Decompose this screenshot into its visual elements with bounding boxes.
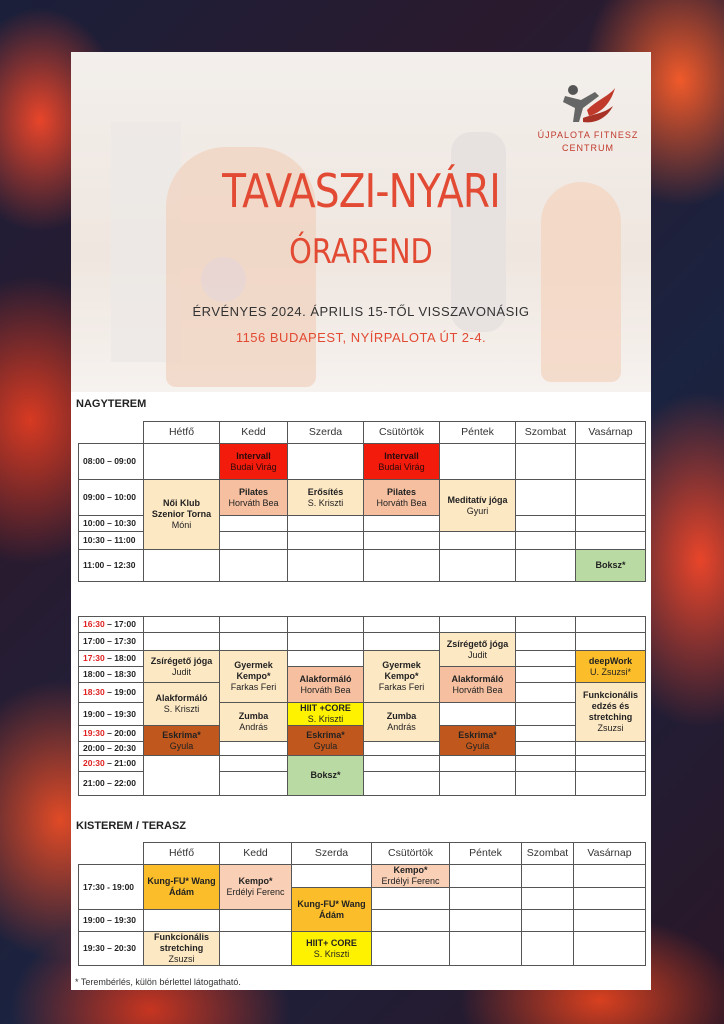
class-name: Pilates: [238, 486, 269, 497]
time-cell: [79, 651, 144, 667]
class-teacher: Móni: [171, 520, 192, 530]
class-pilates-tue[interactable]: [220, 480, 288, 516]
time-cell: [79, 756, 144, 772]
class-name: Boksz*: [595, 560, 626, 570]
table-row: [79, 633, 646, 651]
day-header-row: [79, 843, 646, 865]
class-name: Funkcionális stretching: [153, 932, 209, 953]
class-name: Kung-FU* Wang Ádám: [147, 876, 216, 897]
class-teacher: Gyula: [169, 740, 194, 751]
section-nagyterem: NAGYTEREM: [76, 398, 147, 410]
class-name: Intervall: [384, 450, 419, 461]
class-teacher: U. Zsuzsi*: [589, 666, 631, 677]
class-boksz-wed[interactable]: [288, 756, 364, 796]
class-gyermek-kempo-tue[interactable]: [220, 651, 288, 703]
class-name: Boksz*: [310, 770, 341, 780]
validity-text: ÉRVÉNYES 2024. ÁPRILIS 15-TŐL VISSZAVONÁSIG: [192, 304, 530, 319]
time-end: – 21:00: [104, 758, 136, 768]
time-cell: [79, 726, 144, 742]
class-name: Gyermek Kempo*: [382, 660, 421, 681]
class-kungfu-mon[interactable]: [144, 865, 220, 910]
time-end: – 20:00: [104, 728, 136, 738]
time-cell: 11:00 – 12:30: [79, 550, 144, 582]
class-name: Kempo*: [393, 865, 428, 875]
logo-line2: CENTRUM: [562, 143, 614, 153]
class-hiit-wed-kisterem[interactable]: [292, 932, 372, 966]
class-zsirego-mon[interactable]: [144, 651, 220, 683]
class-teacher: András: [387, 722, 416, 732]
time-end: – 17:00: [104, 619, 136, 629]
time-cell: 10:30 – 11:00: [79, 532, 144, 550]
page-subtitle: ÓRAREND: [289, 232, 433, 272]
class-kungfu-wed[interactable]: [292, 888, 372, 932]
time-cell: 17:00 – 17:30: [79, 633, 144, 651]
class-name: Eskrima*: [162, 729, 201, 740]
class-teacher: Farkas Feri: [230, 682, 277, 692]
time-end: – 18:00: [104, 653, 136, 663]
time-cell: 09:00 – 10:00: [79, 480, 144, 516]
class-gyermek-kempo-thu[interactable]: [364, 651, 440, 703]
class-teacher: S. Kriszti: [307, 497, 344, 508]
class-name: Alakformáló: [451, 673, 504, 684]
day-sat: Szombat: [516, 422, 576, 444]
schedule-sheet: [71, 52, 651, 990]
class-intervall-tue[interactable]: [220, 444, 288, 480]
table-row: [79, 444, 646, 480]
time-cell: 19:00 – 19:30: [79, 910, 144, 932]
day-mon: Hétfő: [144, 422, 220, 444]
day-mon: Hétfő: [144, 843, 220, 865]
table-row: [79, 617, 646, 633]
time-start: 17:30: [83, 653, 105, 663]
corner-cell: [79, 422, 144, 444]
class-teacher: Zsuzsi: [168, 954, 195, 964]
class-name: Alakformáló: [299, 673, 352, 684]
class-teacher: Budai Virág: [378, 461, 425, 472]
class-name: Funkcionális edzés és stretching: [582, 690, 638, 722]
time-cell: 20:00 – 20:30: [79, 742, 144, 756]
class-eskrima-fri[interactable]: [440, 726, 516, 756]
class-alakformalo-mon[interactable]: [144, 683, 220, 726]
table-row: [79, 865, 646, 888]
time-cell: 19:30 – 20:30: [79, 932, 144, 966]
hero-photo: [71, 52, 651, 392]
class-name: Kempo*: [238, 876, 273, 886]
day-header-row: [79, 422, 646, 444]
time-start: 19:30: [83, 728, 105, 738]
day-fri: Péntek: [440, 422, 516, 444]
class-name: Kung-FU* Wang Ádám: [297, 898, 366, 920]
time-cell: 08:00 – 09:00: [79, 444, 144, 480]
kisterem-table: [78, 842, 646, 966]
table-row: [79, 932, 646, 966]
class-name: Erősítés: [307, 486, 344, 497]
time-start: 20:30: [83, 758, 105, 768]
time-cell: 10:00 – 10:30: [79, 516, 144, 532]
class-funkcionalis-sun[interactable]: [576, 683, 646, 742]
class-teacher: S. Kriszti: [163, 704, 200, 714]
time-cell: 19:00 – 19:30: [79, 703, 144, 726]
fitness-figure-icon: [559, 82, 617, 128]
class-name: Intervall: [236, 450, 271, 461]
class-kempo-thu[interactable]: [372, 865, 450, 888]
class-teacher: Horváth Bea: [376, 497, 427, 508]
class-meditativ-fri[interactable]: [440, 480, 516, 532]
class-teacher: András: [239, 722, 268, 732]
time-cell: 18:00 – 18:30: [79, 667, 144, 683]
class-name: Zsírégető jóga: [150, 655, 213, 666]
class-teacher: Zsuzsi: [597, 723, 624, 733]
class-teacher: Horváth Bea: [228, 497, 279, 508]
class-teacher: Farkas Feri: [378, 682, 425, 692]
time-start: 16:30: [83, 619, 105, 629]
class-teacher: Judit: [467, 649, 487, 660]
class-name: Zsírégető jóga: [446, 638, 509, 649]
address-text: 1156 BUDAPEST, NYÍRPALOTA ÚT 2-4.: [235, 330, 487, 345]
brand-logo: [533, 82, 643, 154]
corner-cell: [79, 843, 144, 865]
class-eskrima-wed[interactable]: [288, 726, 364, 756]
class-teacher: Horváth Bea: [300, 684, 351, 695]
class-name: Zumba: [238, 711, 269, 721]
day-sun: Vasárnap: [576, 422, 646, 444]
day-tue: Kedd: [220, 843, 292, 865]
day-sun: Vasárnap: [574, 843, 646, 865]
class-name: deepWork: [588, 655, 633, 666]
class-hiit-wed[interactable]: [288, 703, 364, 726]
time-end: – 19:00: [104, 687, 136, 697]
class-teacher: Erdélyi Ferenc: [381, 876, 440, 886]
class-intervall-thu[interactable]: [364, 444, 440, 480]
day-thu: Csütörtök: [372, 843, 450, 865]
class-teacher: Gyula: [313, 740, 338, 751]
time-cell: 17:30 - 19:00: [79, 865, 144, 910]
class-teacher: S. Kriszti: [313, 948, 350, 959]
class-teacher: Erdélyi Ferenc: [226, 887, 285, 897]
day-wed: Szerda: [292, 843, 372, 865]
section-kisterem: KISTEREM / TERASZ: [76, 820, 187, 832]
class-name: Meditatív jóga: [447, 494, 508, 505]
class-eskrima-mon[interactable]: [144, 726, 220, 756]
table-row: [79, 726, 646, 742]
class-kempo-tue[interactable]: [220, 865, 292, 910]
class-name: Női Klub Szenior Torna: [151, 498, 212, 519]
class-name: Eskrima*: [458, 729, 497, 740]
class-funk-stretch-mon[interactable]: [144, 932, 220, 966]
class-zumba-tue[interactable]: [220, 703, 288, 742]
day-sat: Szombat: [522, 843, 574, 865]
nagyterem-morning-table: [78, 421, 646, 582]
day-tue: Kedd: [220, 422, 288, 444]
class-erosites-wed[interactable]: [288, 480, 364, 516]
class-name: Eskrima*: [306, 729, 345, 740]
class-pilates-thu[interactable]: [364, 480, 440, 516]
day-thu: Csütörtök: [364, 422, 440, 444]
logo-line1: ÚJPALOTA FITNESZ: [537, 130, 639, 140]
class-teacher: Gyula: [465, 740, 490, 751]
class-name: Pilates: [386, 486, 417, 497]
time-cell: 21:00 – 22:00: [79, 772, 144, 796]
class-teacher: Gyuri: [466, 505, 489, 516]
footnote: * Terembérlés, külön bérlettel látogatható.: [75, 977, 241, 987]
class-name: Alakformáló: [155, 693, 208, 703]
table-row: [79, 550, 646, 582]
class-teacher: Judit: [171, 666, 191, 677]
day-fri: Péntek: [450, 843, 522, 865]
table-row: [79, 480, 646, 516]
nagyterem-evening-table: [78, 616, 646, 796]
class-name: Gyermek Kempo*: [234, 660, 273, 681]
class-teacher: Budai Virág: [230, 461, 277, 472]
time-cell: [79, 617, 144, 633]
class-teacher: Horváth Bea: [452, 684, 503, 695]
class-deepwork-sun[interactable]: [576, 651, 646, 683]
time-cell: [79, 683, 144, 703]
class-name: HIIT +CORE: [300, 703, 351, 713]
table-row: [79, 756, 646, 772]
class-zumba-thu[interactable]: [364, 703, 440, 742]
class-name: Zumba: [386, 711, 417, 721]
class-zsirego-fri[interactable]: [440, 633, 516, 667]
time-start: 18:30: [83, 687, 105, 697]
page-title: TAVASZI-NYÁRI: [222, 164, 500, 218]
class-noi-klub-mon[interactable]: [144, 480, 220, 550]
class-alakformalo-fri[interactable]: [440, 667, 516, 703]
class-boksz-sun[interactable]: [576, 550, 646, 582]
class-alakformalo-wed[interactable]: [288, 667, 364, 703]
table-row: [79, 651, 646, 667]
class-name: HIIT+ CORE: [306, 937, 357, 948]
class-teacher: S. Kriszti: [307, 714, 344, 724]
day-wed: Szerda: [288, 422, 364, 444]
